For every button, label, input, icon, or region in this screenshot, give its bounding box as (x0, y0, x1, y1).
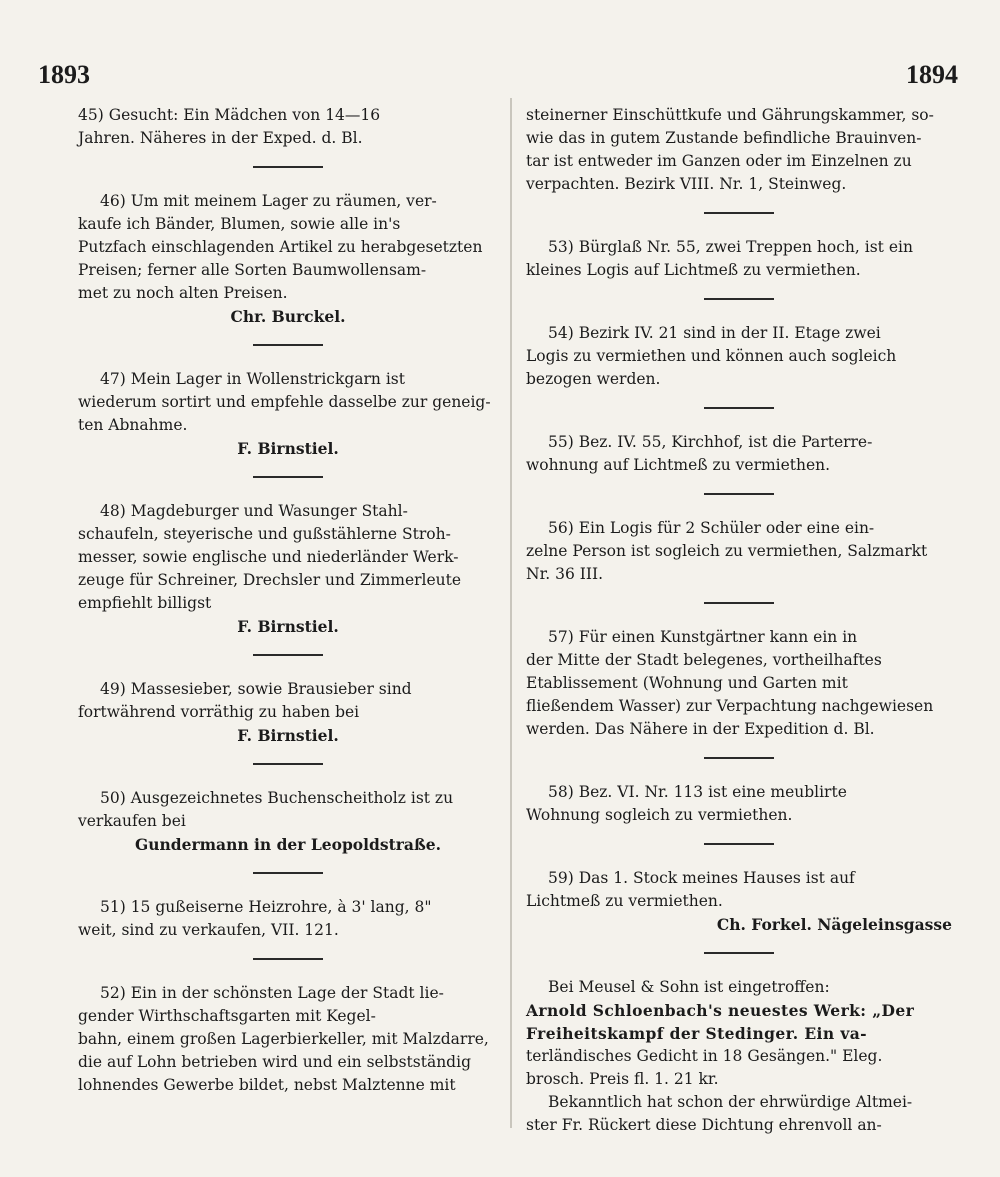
advertisement-56: 56) Ein Logis für 2 Schüler oder eine ein- zelne Person ist sogleich zu vermiethen, Salzmarkt Nr. 36 III. (526, 519, 928, 583)
separator-rule (704, 602, 774, 604)
advertisement-54: 54) Bezirk IV. 21 sind in der II. Etage zwei Logis zu vermiethen und können auch sogleich bezogen werden. (526, 324, 897, 388)
advertisement-50: 50) Ausgezeichnetes Buchenscheitholz ist zu verkaufen bei Gundermann in der Leopoldstraße. (78, 787, 498, 856)
advertisement-55: 55) Bez. IV. 55, Kirchhof, ist die Parterre- wohnung auf Lichtmeß zu vermiethen. (526, 433, 873, 474)
advertiser-signature: Chr. Burckel. (230, 307, 346, 326)
page-number-left: 1893 (38, 60, 90, 89)
advertiser-signature: Gundermann in der Leopoldstraße. (135, 835, 441, 854)
right-column (526, 104, 952, 1137)
separator-rule (704, 843, 774, 845)
separator-rule (253, 763, 323, 765)
advertisement-52-continued: steinerner Einschüttkufe und Gährungskammer, so- wie das in gutem Zustande befindliche Brauinven- tar ist entweder im Ganzen oder im Einzelnen zu verpachten. Bezirk VIII. Nr. 1, Steinweg. (526, 106, 934, 193)
advertiser-signature: F. Birnstiel. (237, 726, 339, 745)
advertiser-signature: Ch. Forkel. Nägeleinsgasse (716, 915, 952, 934)
advertiser-signature: F. Birnstiel. (237, 439, 339, 458)
book-notice: Bei Meusel & Sohn ist eingetroffen: Arnold Schloenbach's neuestes Werk: „Der Freiheitskampf der Stedinger. Ein va- terländisches Gedicht in 18 Gesängen." Eleg. brosch. Preis fl. 1. 21 kr. Bekanntlich hat schon der ehrwürdige Altmei- ster Fr. Rückert diese Dichtung ehrenvoll an- (526, 978, 915, 1134)
advertiser-signature: F. Birnstiel. (237, 617, 339, 636)
advertisement-47: 47) Mein Lager in Wollenstrickgarn ist wiederum sortirt und empfehle dasselbe zur geneig- ten Abnahme. F. Birnstiel. (78, 368, 498, 460)
advertisement-58: 58) Bez. VI. Nr. 113 ist eine meublirte Wohnung sogleich zu vermiethen. (526, 783, 847, 824)
separator-rule (704, 407, 774, 409)
advertisement-45: 45) Gesucht: Ein Mädchen von 14—16 Jahren. Näheres in der Exped. d. Bl. (78, 106, 381, 147)
separator-rule (704, 952, 774, 954)
advertisement-46: 46) Um mit meinem Lager zu räumen, ver- kaufe ich Bänder, Blumen, sowie alle in's Putzfach einschlagenden Artikel zu herabgesetzten Preisen; ferner alle Sorten Baumwollensam- met zu noch alten Preisen. Chr. Burckel. (78, 190, 498, 328)
advertisement-53: 53) Bürglaß Nr. 55, zwei Treppen hoch, ist ein kleines Logis auf Lichtmeß zu vermiethen. (526, 238, 913, 279)
advertisement-59: 59) Das 1. Stock meines Hauses ist auf Lichtmeß zu vermiethen. Ch. Forkel. Nägeleinsgasse (526, 869, 952, 934)
advertisement-49: 49) Massesieber, sowie Brausieber sind fortwährend vorräthig zu haben bei F. Birnstiel. (78, 678, 498, 747)
separator-rule (253, 166, 323, 168)
advertisement-51: 51) 15 gußeiserne Heizrohre, à 3' lang, 8" weit, sind zu verkaufen, VII. 121. (78, 898, 432, 939)
separator-rule (253, 958, 323, 960)
separator-rule (253, 654, 323, 656)
separator-rule (253, 872, 323, 874)
separator-rule (704, 212, 774, 214)
page-number-right: 1894 (906, 60, 958, 89)
advertisement-52: 52) Ein in der schönsten Lage der Stadt lie- gender Wirthschaftsgarten mit Kegel- bahn, einem großen Lagerbierkeller, mit Malzdarre, die auf Lohn betrieben wird und ein selbstständig lohnendes Gewerbe bildet, nebst Malztenne mit (78, 984, 489, 1094)
column-divider (510, 98, 512, 1128)
separator-rule (704, 757, 774, 759)
separator-rule (704, 493, 774, 495)
advertisement-57: 57) Für einen Kunstgärtner kann ein in der Mitte der Stadt belegenes, vortheilhaftes Etablissement (Wohnung und Garten mit fließendem Wasser) zur Verpachtung nachgewiesen werden. Das Nähere in der Expedition d. Bl. (526, 628, 934, 738)
advertisement-48: 48) Magdeburger und Wasunger Stahl- schaufeln, steyerische und gußstählerne Stroh- messer, sowie englische und niederländer Werk- zeuge für Schreiner, Drechsler und Zimmerleute empfiehlt billigst F. Birnstiel. (78, 500, 498, 638)
separator-rule (253, 476, 323, 478)
separator-rule (253, 344, 323, 346)
separator-rule (704, 298, 774, 300)
left-column (78, 104, 498, 1097)
